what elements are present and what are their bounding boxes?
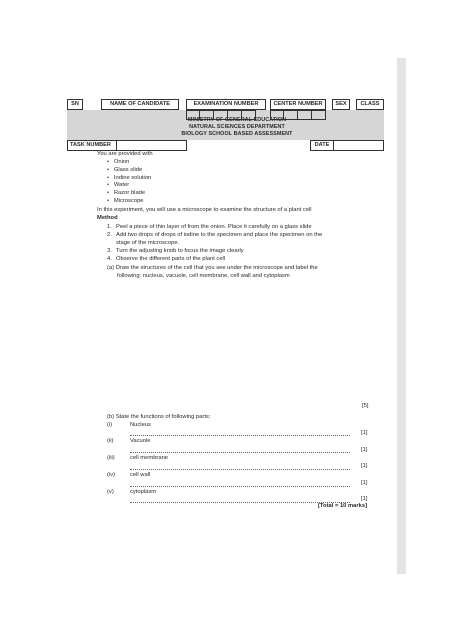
step-item: 4. Observe the different parts of the plant cell: [107, 256, 226, 262]
method-heading: Method: [97, 215, 118, 221]
total-marks: [Total = 10 marks]: [318, 503, 368, 509]
sex-box: SEX: [332, 99, 350, 110]
answer-line[interactable]: [130, 469, 350, 470]
question-a-mark: [5]: [362, 403, 369, 409]
question-a-line1: (a) Draw the structures of the cell that you see under the microscope and label the: [107, 265, 318, 271]
date-box: DATE: [310, 140, 334, 151]
department-title: NATURAL SCIENCES DEPARTMENT: [189, 124, 285, 130]
part-mark: [1]: [361, 447, 368, 453]
part-label: cell wall: [130, 472, 151, 478]
part-number: (ii): [107, 438, 114, 444]
list-item: • Onion: [107, 159, 130, 165]
list-item: • Microscope: [107, 197, 144, 204]
part-label: cytoplasm: [130, 489, 157, 495]
drawing-area[interactable]: [107, 283, 377, 400]
class-box: CLASS: [356, 99, 384, 110]
materials-list: [107, 159, 151, 206]
answer-line[interactable]: [130, 486, 350, 487]
step-item: 3. Turn the adjusting knob to focus the image clearly: [107, 248, 244, 254]
part-label: Vacuole: [130, 438, 151, 444]
ministry-title: MINISTRY OF GENERAL EDUCATION: [187, 117, 287, 123]
experiment-statement: In this experiment, you will use a microscope to examine the structure of a plant cell: [97, 207, 312, 213]
sn-box: SN: [67, 99, 83, 110]
part-number: (iv): [107, 472, 116, 478]
list-item: • Water: [107, 182, 130, 189]
task-number-field[interactable]: [117, 140, 187, 151]
question-a-line2: following: nucleus, vacuole, cell membrane, cell wall and cytoplasm: [117, 273, 290, 279]
list-item: • Razor blade: [107, 190, 146, 197]
center-number-box: CENTER NUMBER: [270, 99, 326, 110]
part-mark: [1]: [361, 430, 368, 436]
part-mark: [1]: [361, 463, 368, 469]
part-label: Nucleus: [130, 422, 151, 428]
question-b: (b) State the functions of following parts:: [107, 414, 211, 420]
task-number-box: TASK NUMBER: [67, 140, 117, 151]
list-item: • Glass slide: [107, 166, 143, 173]
part-number: (v): [107, 489, 114, 495]
list-item: • Iodine solution: [107, 174, 152, 181]
exam-number-box: EXAMINATION NUMBER: [186, 99, 266, 110]
part-label: cell membrane: [130, 455, 169, 461]
step-item: 2. Add two drops of drops of iodine to the specimen and place the specimen on the: [107, 232, 323, 238]
answer-line[interactable]: [130, 502, 350, 503]
part-mark: [1]: [361, 496, 368, 502]
part-number: (iii): [107, 455, 115, 461]
assessment-title: BIOLOGY SCHOOL BASED ASSESSMENT: [181, 131, 293, 137]
answer-line[interactable]: [130, 452, 350, 453]
method-steps: [107, 224, 322, 264]
date-field[interactable]: [334, 140, 384, 151]
step-item: stage of the microscope.: [116, 240, 180, 246]
answer-line[interactable]: [130, 435, 350, 436]
part-mark: [1]: [361, 480, 368, 486]
part-number: (i): [107, 422, 113, 428]
candidate-name-box: NAME OF CANDIDATE: [101, 99, 179, 110]
intro-text: You are provided with: [97, 151, 153, 157]
step-item: 1. Peel a piece of thin layer of from the onion. Place it carefully on a glass slide: [107, 224, 312, 230]
